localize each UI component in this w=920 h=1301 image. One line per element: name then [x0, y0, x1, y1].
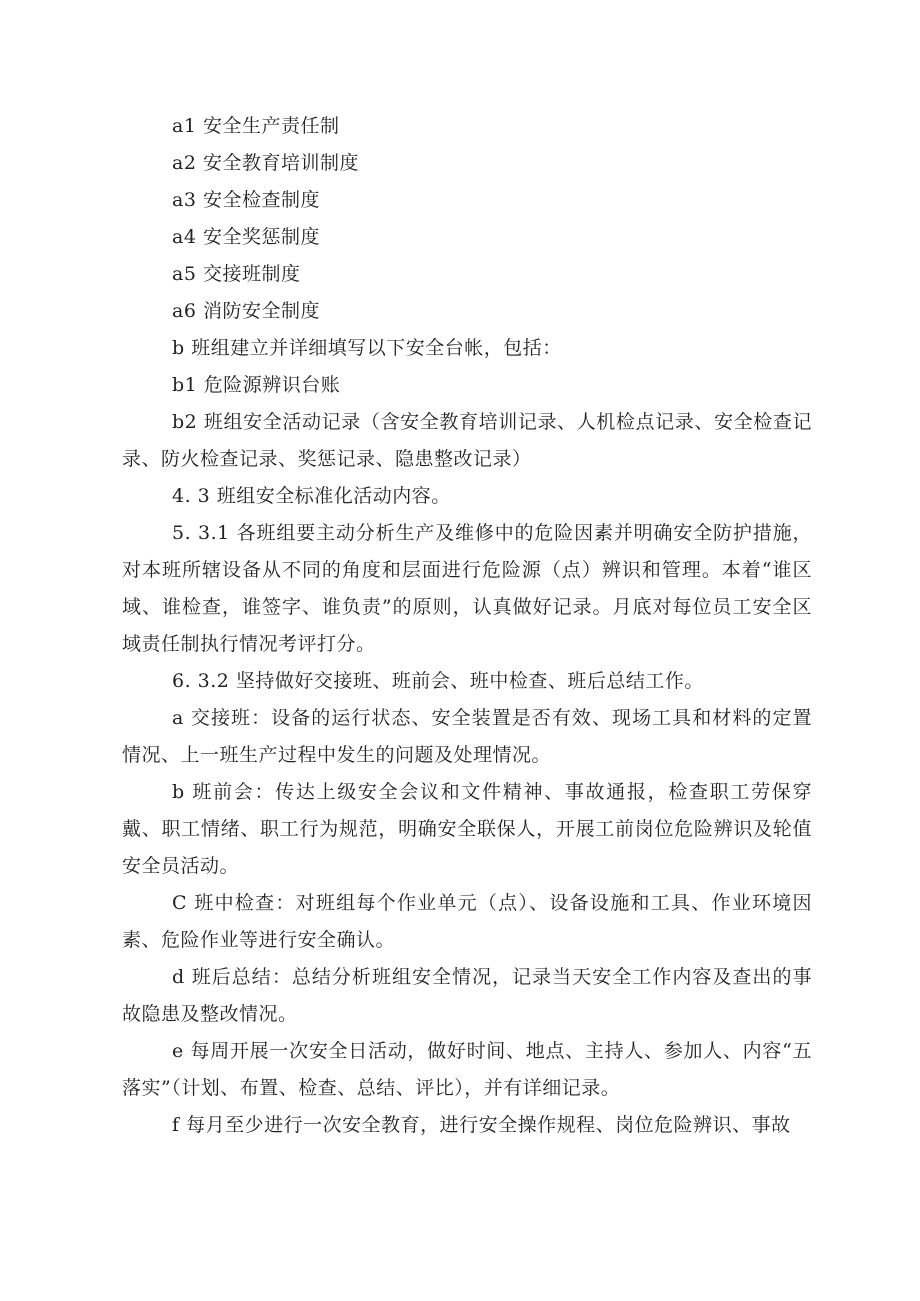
paragraph-b2: b2 班组安全活动记录（含安全教育培训记录、人机检点记录、安全检查记录、防火检查记录、奖惩记录、隐患整改记录） — [122, 411, 812, 470]
document-body — [122, 108, 812, 1144]
paragraph-b1: b1 危险源辨识台账 — [172, 374, 341, 396]
paragraph-a2: a2 安全教育培训制度 — [172, 152, 359, 174]
paragraph-section-4-3: 4. 3 班组安全标准化活动内容。 — [172, 485, 451, 507]
paragraph-section-3-1: 5. 3.1 各班组要主动分析生产及维修中的危险因素并明确安全防护措施，对本班所辖设备从不同的角度和层面进行危险源（点）辨识和管理。本着“谁区域、谁检查，谁签字、谁负责”的原则，认真做好记录。月底对每位员工安全区域责任制执行情况考评打分。 — [122, 522, 812, 655]
paragraph-shift-handover: a 交接班：设备的运行状态、安全装置是否有效、现场工具和材料的定置情况、上一班生产过程中发生的问题及处理情况。 — [122, 707, 812, 766]
paragraph-a6: a6 消防安全制度 — [172, 300, 320, 322]
paragraph-weekly-safety-day: e 每周开展一次安全日活动，做好时间、地点、主持人、参加人、内容“五落实”（计划、布置、检查、总结、评比），并有详细记录。 — [122, 1040, 812, 1099]
paragraph-section-3-2: 6. 3.2 坚持做好交接班、班前会、班中检查、班后总结工作。 — [172, 670, 704, 692]
paragraph-monthly-education: f 每月至少进行一次安全教育，进行安全操作规程、岗位危险辨识、事故 — [172, 1114, 791, 1136]
paragraph-b: b 班组建立并详细填写以下安全台帐，包括： — [172, 337, 562, 359]
paragraph-a3: a3 安全检查制度 — [172, 189, 320, 211]
paragraph-a4: a4 安全奖惩制度 — [172, 226, 320, 248]
paragraph-a1: a1 安全生产责任制 — [172, 115, 340, 137]
paragraph-a5: a5 交接班制度 — [172, 263, 301, 285]
paragraph-mid-shift-check: C 班中检查：对班组每个作业单元（点）、设备设施和工具、作业环境因素、危险作业等进行安全确认。 — [122, 892, 812, 951]
paragraph-pre-shift-meeting: b 班前会：传达上级安全会议和文件精神、事故通报，检查职工劳保穿戴、职工情绪、职工行为规范，明确安全联保人，开展工前岗位危险辨识及轮值安全员活动。 — [122, 781, 812, 877]
paragraph-post-shift-summary: d 班后总结：总结分析班组安全情况，记录当天安全工作内容及查出的事故隐患及整改情况。 — [122, 966, 812, 1025]
